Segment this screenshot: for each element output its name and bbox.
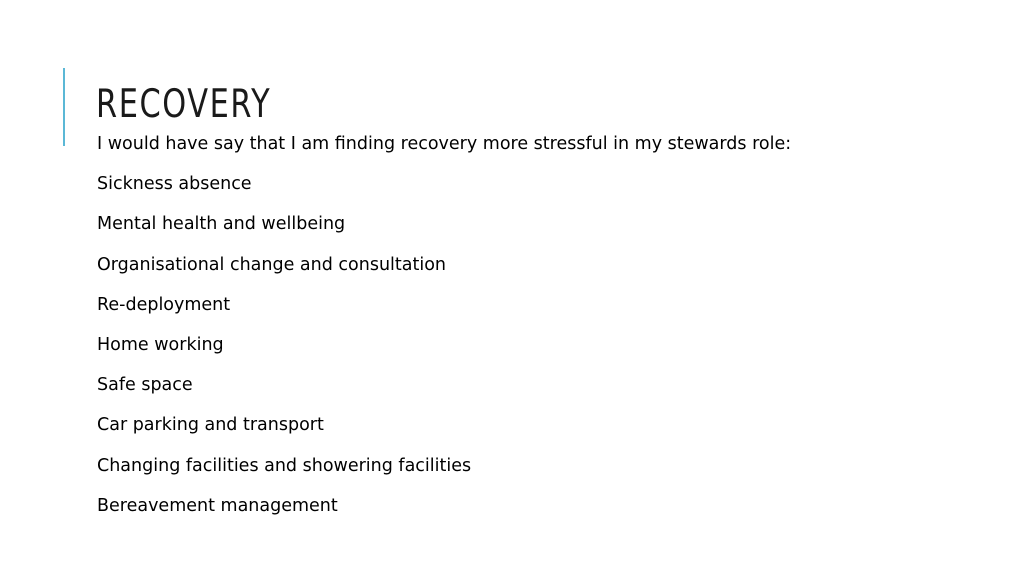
slide-title: RECOVERY (96, 82, 272, 127)
list-item-car-parking: Car parking and transport (97, 415, 324, 436)
list-item-organisational-change: Organisational change and consultation (97, 254, 447, 275)
list-item-re-deployment: Re-deployment (97, 294, 231, 315)
list-item-safe-space: Safe space (97, 375, 193, 396)
list-item-home-working: Home working (97, 334, 224, 355)
list-item-mental-health: Mental health and wellbeing (97, 214, 346, 235)
slide-body (97, 130, 977, 532)
intro-text: I would have say that I am finding recovery more stressful in my stewards role: (97, 134, 792, 154)
list-item-sickness-absence: Sickness absence (97, 174, 252, 195)
title-accent-bar (63, 68, 65, 146)
list-item-changing-facilities: Changing facilities and showering facilities (97, 455, 472, 476)
list-item-bereavement-management: Bereavement management (97, 495, 338, 516)
